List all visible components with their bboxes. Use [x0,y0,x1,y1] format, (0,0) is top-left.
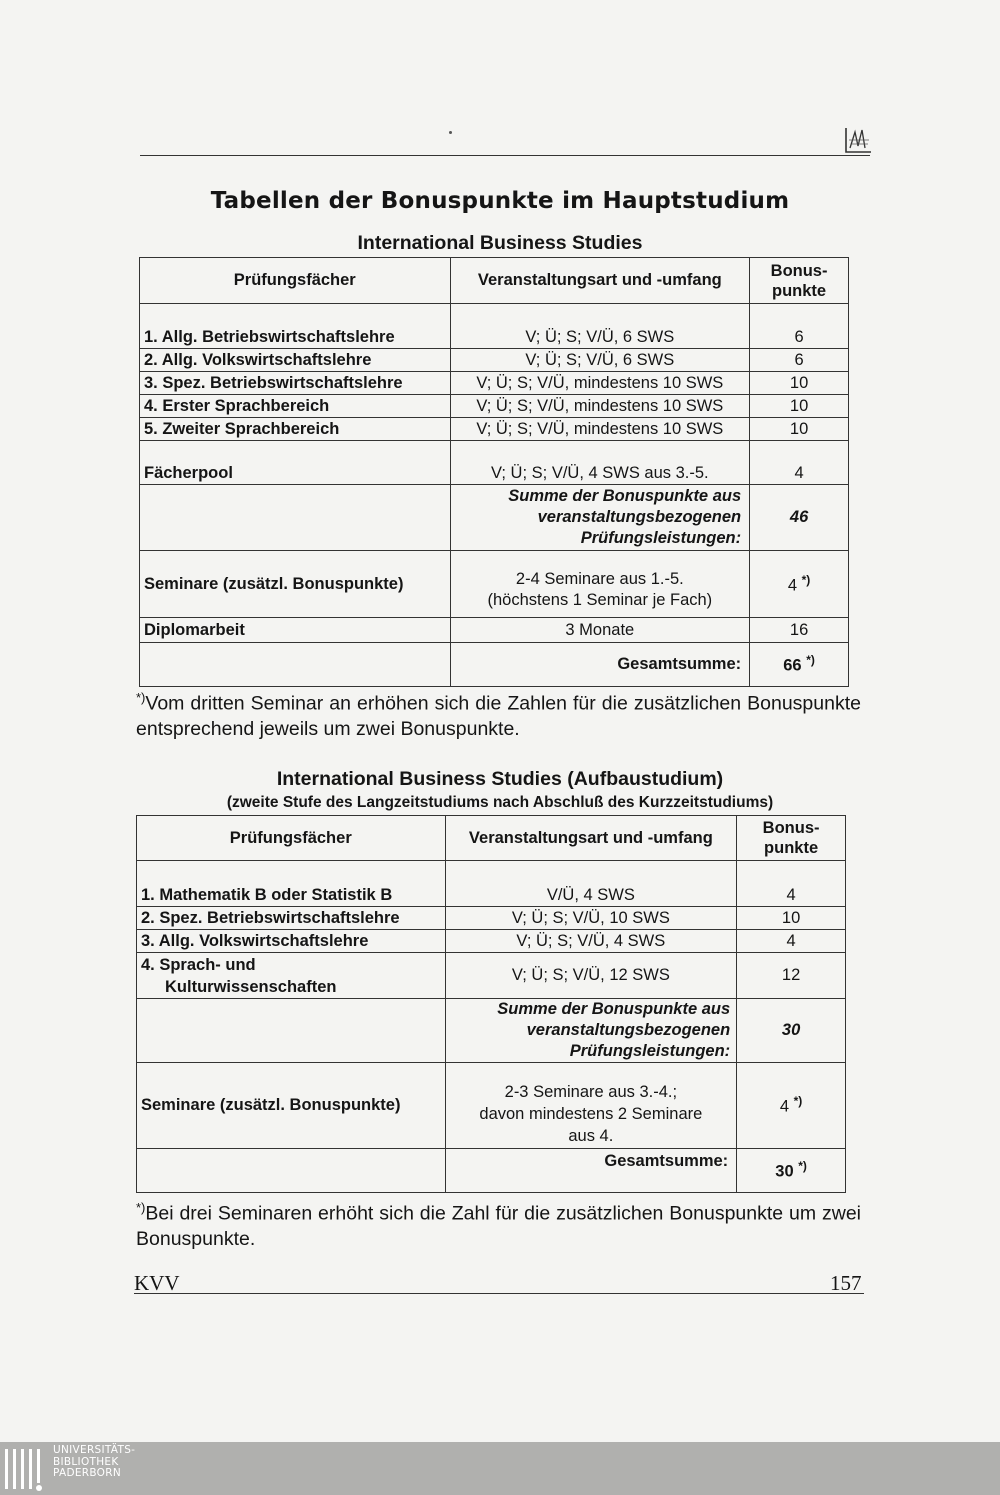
table-row-total [137,1149,846,1193]
table-row-sum [137,999,846,1063]
row-type: V; Ü; S; V/Ü, 4 SWS [445,930,737,953]
table-row [137,930,846,953]
row-points: 4 [750,441,849,485]
table-row [137,907,846,930]
row-subject: Fächerpool [140,441,451,485]
table-row [140,349,849,372]
publisher-logo-icon [843,126,873,154]
seminar-type-line: davon mindestens 2 Seminare [479,1105,703,1123]
table-row [140,372,849,395]
row-subject [137,953,446,999]
table2-subtitle: (zweite Stufe des Langzeitstudiums nach Abschluß des Kurzzeitstudiums) [226,794,774,811]
speck [449,131,452,134]
empty-cell [140,643,451,687]
header-subject: Prüfungsfächer [140,258,451,304]
page-title: Tabellen der Bonuspunkte im Hauptstudium [210,188,790,214]
sum-label: Summe der Bonuspunkte aus veranstaltungsbezogenen Prüfungsleistungen: [450,485,750,551]
table-row-seminar [140,551,849,618]
footnote-mark: *) [798,1159,807,1174]
library-logo-icon [4,1447,46,1493]
row-type: V; Ü; S; V/Ü, 6 SWS [450,349,750,372]
footer-rule [134,1293,864,1294]
table-row [137,953,846,999]
seminar-type-line: 2-4 Seminare aus 1.-5. [515,570,684,588]
table1-footnote [136,685,861,742]
table2-title: International Business Studies (Aufbaustudium) [276,768,724,790]
row-type [445,1063,737,1149]
footer-kvv: KVV [134,1271,180,1295]
row-type: V/Ü, 4 SWS [445,861,737,907]
header-points: Bonus-punkte [750,258,849,304]
total-points [750,643,849,687]
table1 [139,257,849,687]
seminar-type-line: aus 4. [568,1127,614,1145]
header-rule [140,155,870,156]
row-points [737,1063,846,1149]
footnote-mark: *) [806,653,815,668]
row-type: V; Ü; S; V/Ü, 10 SWS [445,907,737,930]
table-row-pool [140,441,849,485]
library-line: UNIVERSITÄTS- [53,1444,136,1456]
seminar-type-line: (höchstens 1 Seminar je Fach) [487,591,713,609]
row-points: 10 [750,372,849,395]
points-value: 66 [783,656,802,675]
footnote-text: Vom dritten Seminar an erhöhen sich die Zahlen für die zusätzlichen Bonuspunkte entsprechend jeweils um zwei Bonuspunkte. [136,692,861,740]
row-subject: 4. Erster Sprachbereich [140,395,451,418]
page-number: 157 [830,1271,862,1295]
footnote-mark: *) [801,572,811,587]
total-points [737,1149,846,1193]
library-name [53,1445,135,1480]
table2-footnote [136,1195,861,1252]
row-points: 16 [750,618,849,643]
row-points: 4 [737,861,846,907]
footnote-mark: *) [136,690,146,705]
row-type: V; Ü; S; V/Ü, 6 SWS [450,304,750,349]
footnote-mark: *) [793,1094,803,1109]
row-subject: 2. Spez. Betriebswirtschaftslehre [137,907,446,930]
seminar-type-line: 2-3 Seminare aus 3.-4.; [504,1083,678,1101]
row-points: 4 [737,930,846,953]
row-subject: 2. Allg. Volkswirtschaftslehre [140,349,451,372]
table-row [140,418,849,441]
row-type [450,551,750,618]
table-row-seminar [137,1063,846,1149]
row-points: 6 [750,304,849,349]
header-type: Veranstaltungsart und -umfang [450,258,750,304]
sum-label: Summe der Bonuspunkte aus veranstaltungsbezogenen Prüfungsleistungen: [445,999,737,1063]
row-points: 10 [750,395,849,418]
table-row [140,304,849,349]
footnote-text: Bei drei Seminaren erhöht sich die Zahl für die zusätzlichen Bonuspunkte um zwei Bonuspunkte. [136,1202,861,1250]
subject-line: 4. Sprach- und [141,955,256,974]
row-type: 3 Monate [450,618,750,643]
empty-cell [137,999,446,1063]
header-points: Bonus-punkte [737,816,846,861]
points-value: 4 [787,576,798,595]
row-points: 10 [737,907,846,930]
library-line: BIBLIOTHEK [53,1455,119,1468]
row-subject: 1. Mathematik B oder Statistik B [137,861,446,907]
library-banner [0,1442,1000,1495]
row-points: 12 [737,953,846,999]
row-points: 10 [750,418,849,441]
row-type: V; Ü; S; V/Ü, mindestens 10 SWS [450,372,750,395]
row-subject: Diplomarbeit [140,618,451,643]
sum-points: 46 [750,485,849,551]
row-points [750,551,849,618]
row-points: 6 [750,349,849,372]
row-type: V; Ü; S; V/Ü, 4 SWS aus 3.-5. [450,441,750,485]
header-type: Veranstaltungsart und -umfang [445,816,737,861]
row-subject: Seminare (zusätzl. Bonuspunkte) [140,551,451,618]
row-subject: 1. Allg. Betriebswirtschaftslehre [140,304,451,349]
table1-title: International Business Studies [357,232,643,254]
table-row [137,861,846,907]
row-type: V; Ü; S; V/Ü, mindestens 10 SWS [450,395,750,418]
total-label: Gesamtsumme: [450,643,750,687]
empty-cell [137,1149,446,1193]
table-row-sum [140,485,849,551]
empty-cell [140,485,451,551]
table-row [140,618,849,643]
row-type: V; Ü; S; V/Ü, mindestens 10 SWS [450,418,750,441]
table2 [136,815,846,1193]
footnote-mark: *) [136,1200,146,1215]
row-subject: 3. Allg. Volkswirtschaftslehre [137,930,446,953]
total-label: Gesamtsumme: [445,1149,737,1193]
table-row-total [140,643,849,687]
subject-line: Kulturwissenschaften [165,977,337,996]
points-value: 30 [775,1162,794,1181]
header-subject: Prüfungsfächer [137,816,446,861]
library-line: PADERBORN [53,1467,121,1479]
points-value: 4 [779,1097,790,1116]
row-type: V; Ü; S; V/Ü, 12 SWS [445,953,737,999]
row-subject: 3. Spez. Betriebswirtschaftslehre [140,372,451,395]
row-subject: Seminare (zusätzl. Bonuspunkte) [137,1063,446,1149]
row-subject: 5. Zweiter Sprachbereich [140,418,451,441]
sum-points: 30 [737,999,846,1063]
table-row [140,395,849,418]
